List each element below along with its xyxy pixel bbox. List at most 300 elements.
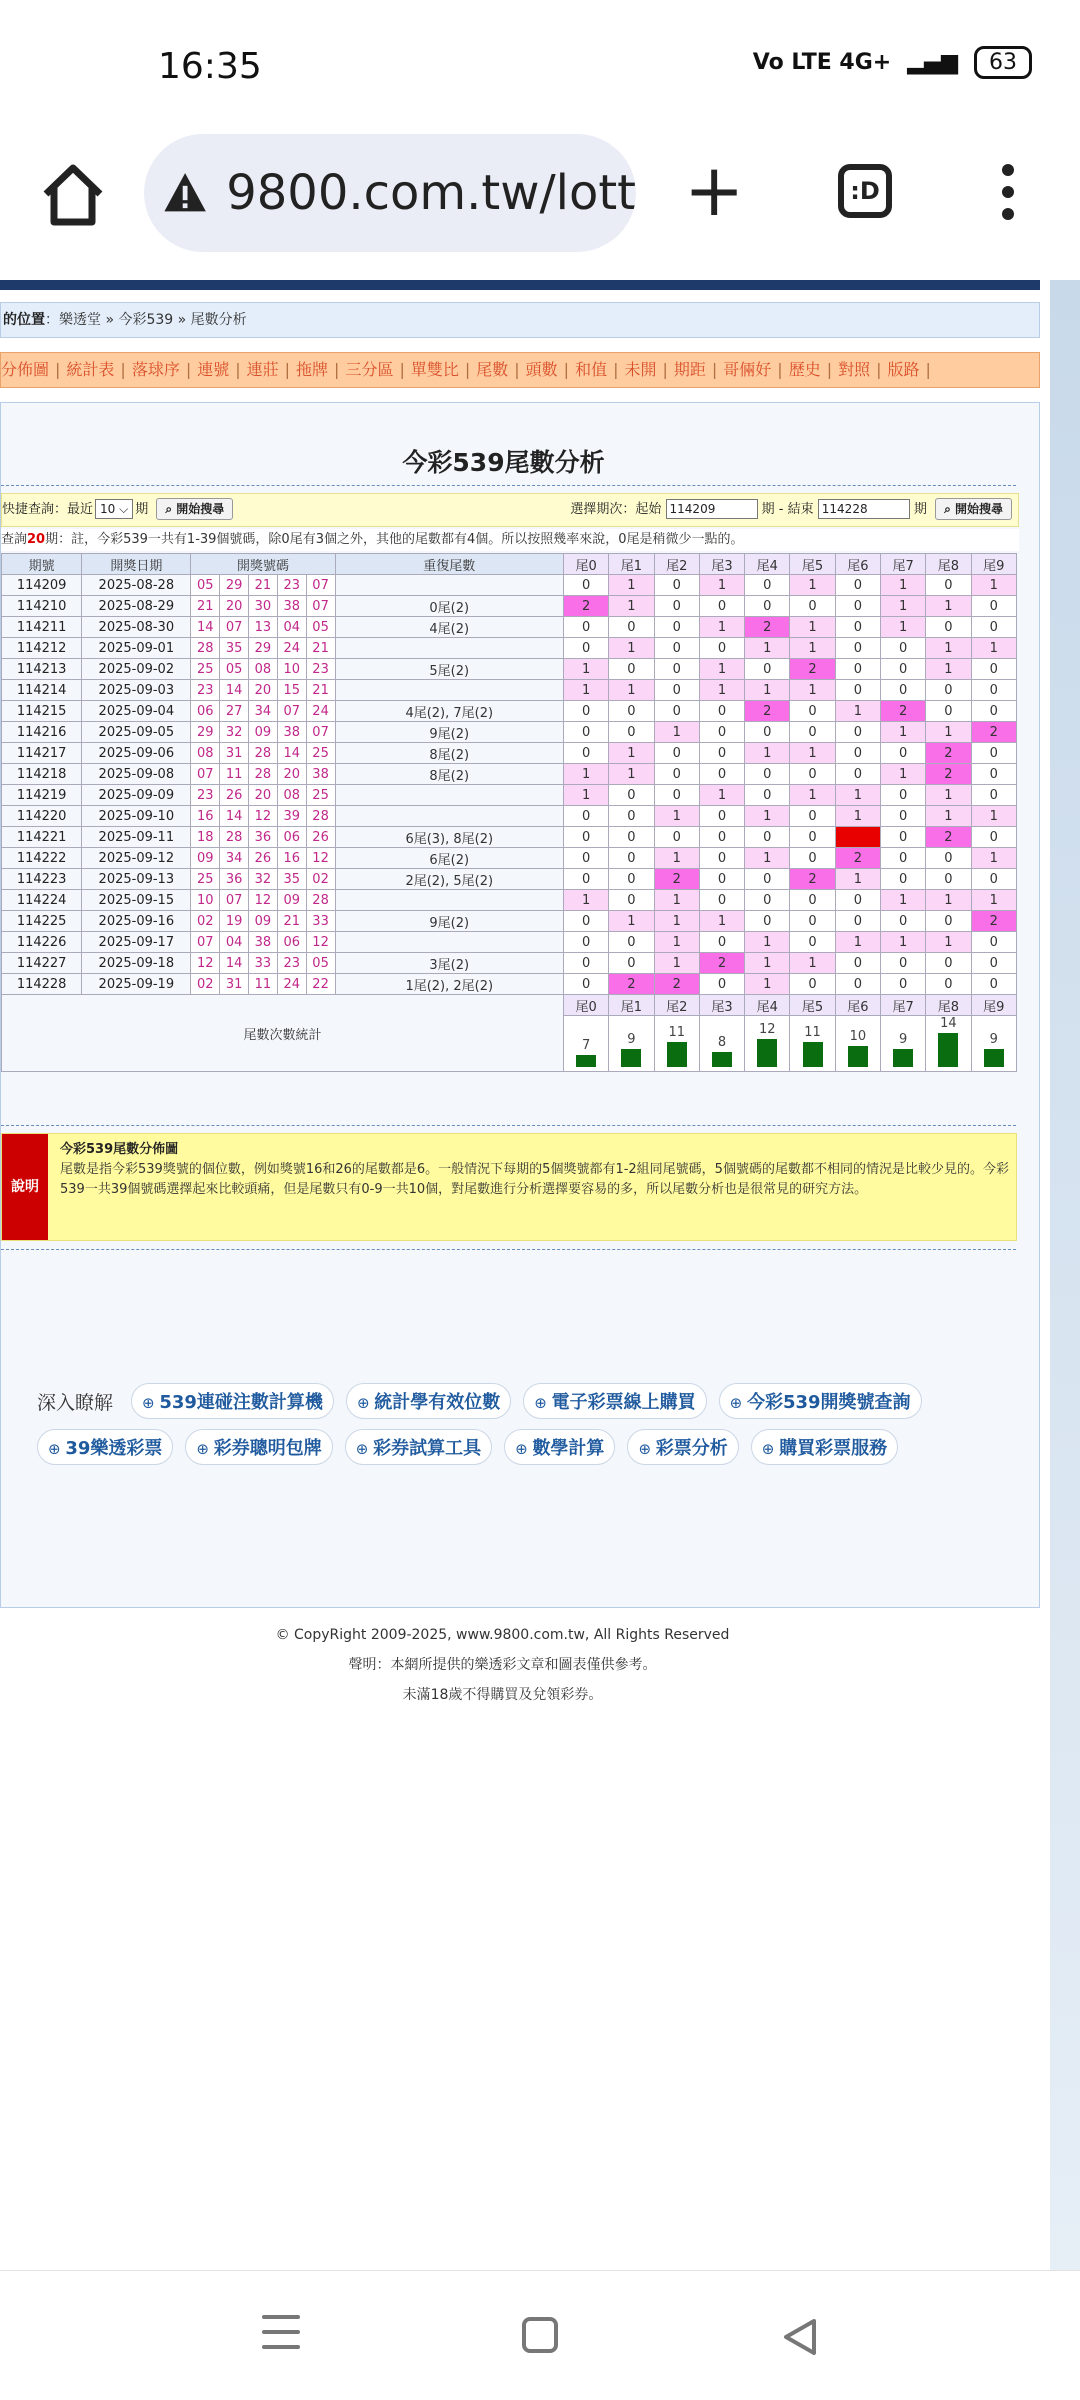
- tail-count-cell: 0: [880, 785, 925, 806]
- web-content: [0, 280, 1080, 2270]
- tail-count-cell: 0: [745, 785, 790, 806]
- tail-count-cell: 0: [654, 680, 699, 701]
- repeat-tails: 6尾(3), 8尾(2): [335, 827, 564, 848]
- footer-tail-header: 尾3: [699, 995, 744, 1016]
- drawn-number: 16: [191, 806, 220, 827]
- stats-cell: [835, 1016, 880, 1072]
- drawn-number: 09: [249, 722, 278, 743]
- tail-count-cell: 1: [926, 932, 971, 953]
- tail-count-cell: 0: [609, 932, 654, 953]
- tail-count-cell: 0: [699, 764, 744, 785]
- drawn-number: 21: [191, 596, 220, 617]
- drawn-number: 20: [277, 764, 306, 785]
- table-row: [2, 848, 1017, 869]
- tail-count-cell: 1: [880, 890, 925, 911]
- tail-count-cell: 1: [745, 848, 790, 869]
- date-cell: 2025-09-01: [82, 638, 191, 659]
- footer-tail-header: 尾9: [971, 995, 1016, 1016]
- tail-count-cell: 1: [880, 932, 925, 953]
- nav-separator: |: [334, 360, 340, 379]
- drawn-number: 05: [191, 575, 220, 596]
- stats-count: 7: [582, 1038, 591, 1053]
- stats-bar: [757, 1039, 777, 1067]
- tail-count-cell: 1: [654, 848, 699, 869]
- drawn-number: 07: [191, 932, 220, 953]
- tail-count-cell: 1: [745, 743, 790, 764]
- tail-count-cell: 1: [609, 638, 654, 659]
- tail-count-cell: 0: [971, 743, 1016, 764]
- tail-count-cell: 1: [654, 911, 699, 932]
- warning-icon[interactable]: [162, 164, 208, 222]
- drawn-number: 31: [220, 974, 249, 995]
- stats-count: 12: [759, 1022, 776, 1037]
- stats-cell: [654, 1016, 699, 1072]
- repeat-tails: 1尾(2), 2尾(2): [335, 974, 564, 995]
- stats-cell: [926, 1016, 971, 1072]
- nav-link[interactable]: 分佈圖: [1, 360, 50, 379]
- drawn-number: 21: [277, 911, 306, 932]
- page-title: 今彩539尾數分析: [402, 448, 605, 477]
- tail-count-cell: 1: [564, 659, 609, 680]
- drawn-number: 06: [277, 827, 306, 848]
- quick-search-button[interactable]: ⌕ 開始搜尋: [156, 498, 233, 520]
- tail-count-cell: 1: [790, 638, 835, 659]
- tail-count-cell: 0: [790, 974, 835, 995]
- date-cell: 2025-08-29: [82, 596, 191, 617]
- nav-separator: |: [55, 360, 61, 379]
- back-icon[interactable]: [780, 2317, 820, 2357]
- drawn-number: 18: [191, 827, 220, 848]
- related-link[interactable]: ⊕ 彩票分析: [627, 1429, 738, 1465]
- tail-count-cell: 1: [654, 953, 699, 974]
- table-row: [2, 596, 1017, 617]
- period-cell: 114222: [2, 848, 82, 869]
- tail-count-cell: 1: [835, 701, 880, 722]
- tail-count-cell: 0: [564, 869, 609, 890]
- related-link[interactable]: ⊕ 今彩539開獎號查詢: [719, 1383, 922, 1419]
- drawn-number: 07: [220, 890, 249, 911]
- stats-bar: [893, 1049, 913, 1067]
- header-date: 開獎日期: [82, 554, 191, 575]
- drawn-number: 30: [249, 596, 278, 617]
- header-numbers: 開獎號碼: [191, 554, 335, 575]
- drawn-number: 11: [220, 764, 249, 785]
- date-cell: 2025-09-10: [82, 806, 191, 827]
- tail-count-cell: 0: [654, 638, 699, 659]
- tail-count-cell: 1: [609, 596, 654, 617]
- related-link[interactable]: ⊕ 電子彩票線上購買: [523, 1383, 706, 1419]
- tail-count-cell: 0: [926, 575, 971, 596]
- repeat-tails: 9尾(2): [335, 911, 564, 932]
- stats-count: 11: [668, 1025, 685, 1040]
- tail-count-cell: 0: [880, 869, 925, 890]
- drawn-number: 05: [220, 659, 249, 680]
- tail-count-cell: 0: [790, 764, 835, 785]
- drawn-number: 28: [220, 827, 249, 848]
- nav-separator: |: [464, 360, 471, 379]
- tail-count-cell: 0: [880, 974, 925, 995]
- tail-count-cell: 0: [835, 974, 880, 995]
- drawn-number: 38: [277, 722, 306, 743]
- repeat-tails: 4尾(2): [335, 617, 564, 638]
- drawn-number: 09: [249, 911, 278, 932]
- drawn-number: 35: [220, 638, 249, 659]
- tail-count-cell: 1: [745, 680, 790, 701]
- tail-count-cell: 0: [790, 701, 835, 722]
- tail-count-cell: 0: [699, 743, 744, 764]
- tail-count-cell: 0: [609, 659, 654, 680]
- nav-link[interactable]: 尾數: [476, 360, 509, 379]
- drawn-number: 14: [220, 953, 249, 974]
- drawn-number: 23: [277, 953, 306, 974]
- drawn-number: 07: [277, 701, 306, 722]
- drawn-number: 14: [220, 680, 249, 701]
- footer-tail-header: 尾8: [926, 995, 971, 1016]
- tail-count-cell: 1: [745, 974, 790, 995]
- tail-count-cell: 1: [835, 869, 880, 890]
- drawn-number: 23: [277, 575, 306, 596]
- tail-count-cell: 0: [926, 701, 971, 722]
- tail-count-cell: 1: [971, 638, 1016, 659]
- nav-separator: |: [284, 360, 291, 379]
- tail-count-cell: 1: [926, 638, 971, 659]
- tail-count-cell: 1: [745, 806, 790, 827]
- tail-count-cell: 0: [790, 932, 835, 953]
- home-button-icon[interactable]: [522, 2317, 558, 2353]
- nav-link[interactable]: 歷史: [788, 360, 821, 379]
- tail-count-cell: 1: [654, 932, 699, 953]
- tail-count-cell: 2: [564, 596, 609, 617]
- drawn-number: 20: [220, 596, 249, 617]
- tail-count-cell: 0: [971, 785, 1016, 806]
- tail-count-cell: 0: [835, 890, 880, 911]
- tail-count-cell: 1: [971, 575, 1016, 596]
- tail-count-cell: 0: [654, 659, 699, 680]
- tail-count-cell: 1: [971, 806, 1016, 827]
- tail-count-cell: 1: [609, 743, 654, 764]
- repeat-tails: [335, 638, 564, 659]
- nav-link[interactable]: 拖牌: [296, 360, 329, 379]
- explanation-title: 今彩539尾數分佈圖: [60, 1142, 179, 1157]
- tail-count-cell: 0: [609, 827, 654, 848]
- related-links: [37, 1383, 1017, 1475]
- nav-link[interactable]: 對照: [838, 360, 871, 379]
- tail-count-cell: 1: [880, 722, 925, 743]
- range-search-button[interactable]: ⌕ 開始搜尋: [935, 498, 1012, 520]
- tail-count-cell: 0: [926, 974, 971, 995]
- nav-separator: |: [563, 360, 570, 379]
- table-row: [2, 869, 1017, 890]
- tail-count-cell: 1: [971, 848, 1016, 869]
- drawn-number: 29: [249, 638, 278, 659]
- tail-count-cell: 0: [564, 575, 609, 596]
- drawn-number: 22: [306, 974, 335, 995]
- stats-cell: [564, 1016, 609, 1072]
- related-link[interactable]: ⊕ 購買彩票服務: [751, 1429, 898, 1465]
- header-tail: 尾5: [790, 554, 835, 575]
- tail-count-cell: 0: [926, 953, 971, 974]
- drawn-number: 20: [249, 680, 278, 701]
- battery-indicator: 63: [974, 46, 1032, 79]
- divider: [1, 1125, 1016, 1126]
- nav-link[interactable]: 三分區: [345, 360, 394, 379]
- drawn-number: 09: [277, 890, 306, 911]
- stats-cell: [745, 1016, 790, 1072]
- drawn-number: 29: [220, 575, 249, 596]
- tail-count-cell: 2: [926, 743, 971, 764]
- header-tail: 尾8: [926, 554, 971, 575]
- tail-count-cell: 1: [699, 617, 744, 638]
- stats-count: 10: [849, 1029, 867, 1044]
- stats-bar: [621, 1049, 641, 1067]
- related-link[interactable]: ⊕ 彩券試算工具: [345, 1429, 492, 1465]
- nav-link[interactable]: 統計表: [66, 360, 115, 379]
- drawn-number: 07: [220, 617, 249, 638]
- drawn-number: 36: [220, 869, 249, 890]
- drawn-number: 19: [220, 911, 249, 932]
- related-link[interactable]: ⊕ 彩券聰明包牌: [185, 1429, 332, 1465]
- recent-select[interactable]: 10 ⌵: [95, 499, 133, 519]
- tail-count-cell: 0: [880, 743, 925, 764]
- tail-count-cell: 2: [971, 722, 1016, 743]
- tail-count-cell: 0: [926, 680, 971, 701]
- tail-count-cell: 1: [835, 932, 880, 953]
- date-cell: 2025-08-30: [82, 617, 191, 638]
- drawn-number: 33: [306, 911, 335, 932]
- drawn-number: 25: [306, 743, 335, 764]
- tail-count-cell: 0: [609, 617, 654, 638]
- stats-label: 尾數次數統計: [2, 995, 564, 1072]
- nav-separator: |: [399, 360, 405, 379]
- drawn-number: 08: [191, 743, 220, 764]
- tail-count-cell: 0: [564, 953, 609, 974]
- repeat-tails: [335, 932, 564, 953]
- footer-tail-header: 尾1: [609, 995, 654, 1016]
- stats-bar: [848, 1046, 868, 1067]
- drawn-number: 33: [249, 953, 278, 974]
- period-cell: 114216: [2, 722, 82, 743]
- tail-count-cell: 0: [926, 911, 971, 932]
- divider: [1, 1249, 1016, 1250]
- nav-link[interactable]: 單雙比: [410, 360, 459, 379]
- nav-link[interactable]: 期距: [673, 360, 706, 379]
- footer-tail-header: 尾4: [745, 995, 790, 1016]
- tail-count-cell: 1: [790, 575, 835, 596]
- start-period-input[interactable]: 114209: [666, 499, 758, 519]
- tail-count-cell: 0: [654, 701, 699, 722]
- nav-separator: |: [876, 360, 882, 379]
- more-menu-icon[interactable]: [1000, 164, 1016, 224]
- drawn-number: 36: [249, 827, 278, 848]
- date-cell: 2025-09-17: [82, 932, 191, 953]
- nav-separator: |: [925, 360, 931, 379]
- nav-link[interactable]: 連莊: [246, 360, 279, 379]
- tail-count-cell: 0: [880, 953, 925, 974]
- drawn-number: 28: [191, 638, 220, 659]
- drawn-number: 23: [191, 680, 220, 701]
- tail-count-cell: 0: [790, 911, 835, 932]
- tail-count-cell: 1: [564, 785, 609, 806]
- tail-count-cell: 1: [790, 953, 835, 974]
- period-cell: 114214: [2, 680, 82, 701]
- tail-count-cell: 0: [564, 617, 609, 638]
- period-unit: 期: [135, 502, 149, 517]
- analysis-panel: [0, 402, 1040, 1608]
- tail-count-cell: 1: [880, 617, 925, 638]
- tail-count-cell: 0: [971, 869, 1016, 890]
- drawn-number: 06: [277, 932, 306, 953]
- tail-count-cell: 0: [926, 848, 971, 869]
- date-cell: 2025-09-06: [82, 743, 191, 764]
- drawn-number: 02: [306, 869, 335, 890]
- tail-count-cell: 0: [564, 827, 609, 848]
- drawn-number: 10: [277, 659, 306, 680]
- related-link[interactable]: ⊕ 統計學有效位數: [346, 1383, 511, 1419]
- nav-link[interactable]: 版路: [887, 360, 920, 379]
- nav-link[interactable]: 落球序: [131, 360, 180, 379]
- stats-header-row: [2, 995, 1017, 1016]
- drawn-number: 32: [249, 869, 278, 890]
- tail-count-cell: 0: [699, 638, 744, 659]
- tail-count-cell: 0: [745, 722, 790, 743]
- tail-count-cell: 0: [654, 785, 699, 806]
- drawn-number: 07: [191, 764, 220, 785]
- drawn-number: 05: [306, 617, 335, 638]
- drawn-number: 34: [220, 848, 249, 869]
- tail-count-cell: 0: [654, 743, 699, 764]
- header-period: 期號: [2, 554, 82, 575]
- footer: [0, 1620, 1005, 1710]
- tail-count-cell: 0: [699, 596, 744, 617]
- tail-count-cell: 1: [926, 722, 971, 743]
- tail-count-cell: 0: [971, 953, 1016, 974]
- tail-count-cell: 0: [971, 680, 1016, 701]
- tail-count-cell: 0: [971, 974, 1016, 995]
- nav-separator: |: [120, 360, 126, 379]
- tab-switcher-icon[interactable]: :D: [838, 164, 892, 218]
- end-period-input[interactable]: 114228: [818, 499, 910, 519]
- tail-count-cell: 0: [699, 827, 744, 848]
- tail-count-cell: 1: [880, 764, 925, 785]
- new-tab-icon[interactable]: +: [684, 148, 745, 232]
- tail-count-cell: 1: [654, 806, 699, 827]
- table-row: [2, 953, 1017, 974]
- table-row: [2, 911, 1017, 932]
- tail-count-cell: 0: [609, 722, 654, 743]
- nav-link[interactable]: 未開: [624, 360, 657, 379]
- tail-count-cell: 2: [790, 659, 835, 680]
- tail-count-cell: 1: [609, 575, 654, 596]
- tail-count-cell: 0: [654, 575, 699, 596]
- drawn-number: 04: [277, 617, 306, 638]
- date-cell: 2025-09-03: [82, 680, 191, 701]
- related-link[interactable]: ⊕ 數學計算: [504, 1429, 615, 1465]
- tail-count-cell: 1: [609, 680, 654, 701]
- footer-tail-header: 尾0: [564, 995, 609, 1016]
- tail-count-cell: 0: [745, 827, 790, 848]
- query-bar: [1, 493, 1019, 527]
- drawn-number: 16: [277, 848, 306, 869]
- drawn-number: 26: [249, 848, 278, 869]
- breadcrumb-path[interactable]: ：樂透堂 » 今彩539 » 尾數分析: [45, 312, 247, 328]
- header-tail: 尾0: [564, 554, 609, 575]
- tail-count-cell: 1: [790, 680, 835, 701]
- address-bar[interactable]: [144, 134, 636, 252]
- home-icon[interactable]: [38, 160, 108, 230]
- tail-count-cell: 0: [654, 596, 699, 617]
- tail-count-cell: 2: [609, 974, 654, 995]
- tail-count-cell: 2: [745, 617, 790, 638]
- table-row: [2, 638, 1017, 659]
- tail-count-cell: 0: [835, 764, 880, 785]
- period-cell: 114220: [2, 806, 82, 827]
- date-cell: 2025-09-04: [82, 701, 191, 722]
- tail-count-cell: 1: [699, 785, 744, 806]
- tail-count-cell: 0: [654, 764, 699, 785]
- nav-link[interactable]: 哥倆好: [723, 360, 772, 379]
- tail-count-cell: 2: [926, 827, 971, 848]
- date-cell: 2025-09-13: [82, 869, 191, 890]
- nav-separator: |: [711, 360, 718, 379]
- disclaimer: 聲明：本網所提供的樂透彩文章和圖表僅供參考。: [348, 1657, 657, 1673]
- breadcrumb-label: 的位置: [3, 312, 45, 328]
- tail-count-cell: 0: [745, 890, 790, 911]
- tail-count-cell: 0: [835, 722, 880, 743]
- nav-link[interactable]: 和值: [575, 360, 608, 379]
- tail-count-cell: 1: [790, 617, 835, 638]
- date-cell: 2025-08-28: [82, 575, 191, 596]
- tail-count-cell: 0: [609, 806, 654, 827]
- header-tail: 尾2: [654, 554, 699, 575]
- divider: [1, 485, 1016, 486]
- tail-count-cell: 1: [880, 596, 925, 617]
- tail-count-cell: 0: [745, 869, 790, 890]
- repeat-tails: 0尾(2): [335, 596, 564, 617]
- tail-count-cell: 1: [654, 722, 699, 743]
- tail-count-cell: 0: [790, 848, 835, 869]
- header-tail: 尾1: [609, 554, 654, 575]
- recents-icon[interactable]: [262, 2315, 300, 2355]
- table-row: [2, 701, 1017, 722]
- drawn-number: 29: [191, 722, 220, 743]
- related-link[interactable]: ⊕ 39樂透彩票: [37, 1429, 173, 1465]
- drawn-number: 28: [306, 806, 335, 827]
- tail-count-cell: 1: [790, 743, 835, 764]
- stats-bar: [667, 1042, 687, 1067]
- period-cell: 114210: [2, 596, 82, 617]
- drawn-number: 12: [306, 848, 335, 869]
- url-text[interactable]: 9800.com.tw/lott: [226, 165, 636, 221]
- footer-tail-header: 尾7: [880, 995, 925, 1016]
- drawn-number: 05: [306, 953, 335, 974]
- repeat-tails: 2尾(2), 5尾(2): [335, 869, 564, 890]
- nav-separator: |: [235, 360, 241, 379]
- nav-link[interactable]: 頭數: [525, 360, 558, 379]
- related-link[interactable]: ⊕ 539連碰注數計算機: [131, 1383, 334, 1419]
- table-row: [2, 785, 1017, 806]
- tail-count-cell: 0: [745, 596, 790, 617]
- nav-link[interactable]: 連號: [197, 360, 230, 379]
- tail-count-cell: 2: [926, 764, 971, 785]
- drawn-number: 12: [249, 890, 278, 911]
- explanation-text: 尾數是指今彩539獎號的個位數，例如獎號16和26的尾數都是6。一般情況下每期的5個獎號都有1-2組同尾號碼，5個號碼的尾數都不相同的情況是比較少見的。今彩539一共39個號碼選擇起來比較頭痛，但是尾數只有0-9一共10個，對尾數進行分析選擇要容易的多，所以尾數分析也是很常見的研究方法。: [60, 1162, 1009, 1197]
- analysis-nav: [0, 352, 1040, 388]
- stats-cell: [699, 1016, 744, 1072]
- tail-count-cell: 1: [564, 890, 609, 911]
- drawn-number: 09: [191, 848, 220, 869]
- tail-count-cell: 0: [835, 575, 880, 596]
- drawn-number: 35: [277, 869, 306, 890]
